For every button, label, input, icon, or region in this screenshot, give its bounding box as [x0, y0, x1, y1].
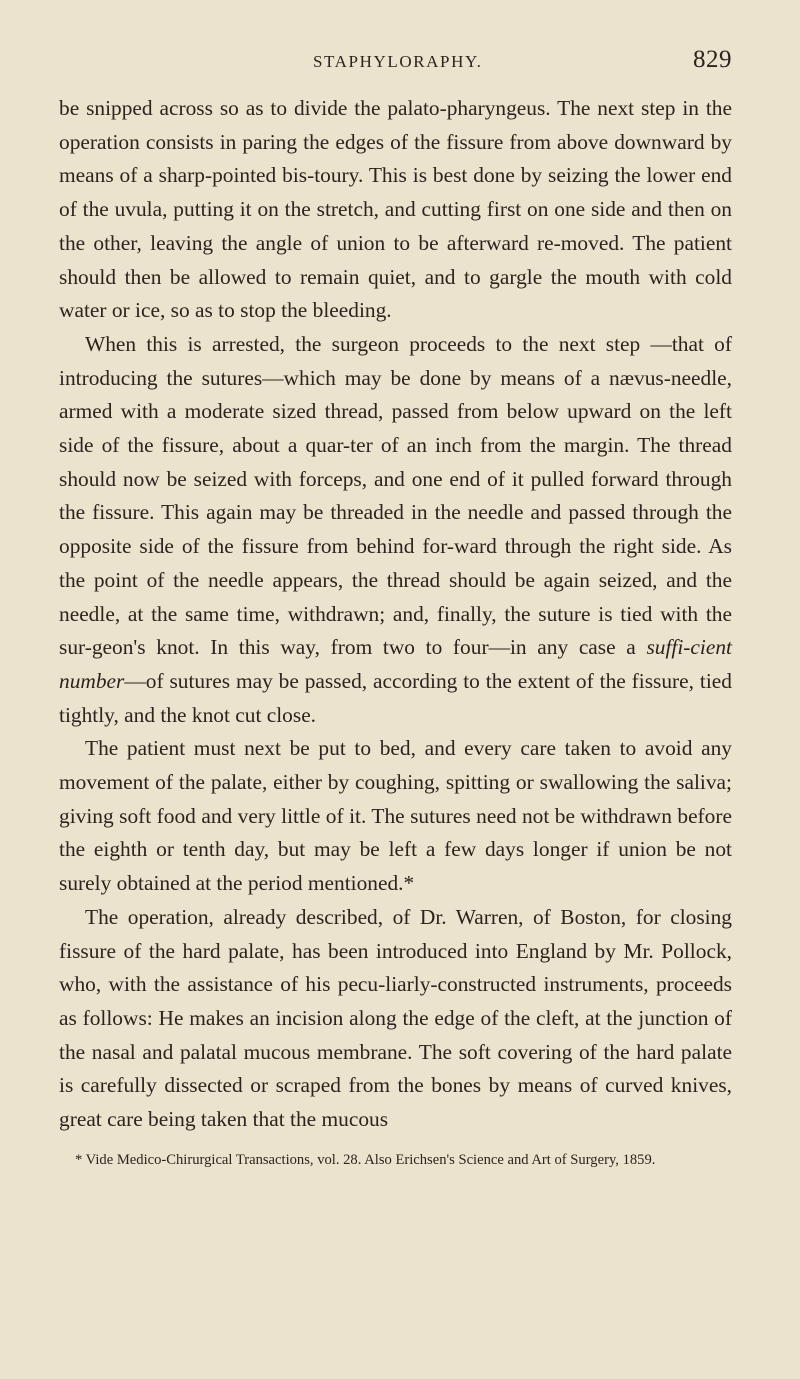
footnote: * Vide Medico-Chirurgical Transactions, vol. 28. Also Erichsen's Science and Art of Surgery, 1859. — [75, 1151, 656, 1168]
body-text — [59, 92, 732, 1137]
paragraph-1: be snipped across so as to divide the palato-pharyngeus. The next step in the operation consists in paring the edges of the fissure from above downward by means of a sharp-pointed bis-toury. This is best done by seizing the lower end of the uvula, putting it on the stretch, and cutting first on one side and then on the other, leaving the angle of union to be afterward re-moved. The patient should then be allowed to remain quiet, and to gargle the mouth with cold water or ice, so as to stop the bleeding. — [59, 96, 732, 323]
running-head: STAPHYLORAPHY. — [313, 52, 483, 71]
paragraph-2-emphasis: suffi-cient number — [59, 635, 732, 693]
page-number: 829 — [693, 46, 732, 73]
paragraph-2 — [59, 328, 732, 732]
paragraph-3: The patient must next be put to bed, and every care taken to avoid any movement of the palate, either by coughing, spitting or swallowing the saliva; giving soft food and very little of it. The sutures need not be withdrawn before the eighth or tenth day, but may be left a few days longer if union be not surely obtained at the period mentioned.* — [59, 736, 732, 896]
paragraph-2-text-before: When this is arrested, the surgeon proceeds to the next step —that of introducing the sutures—which may be done by means of a nævus-needle, armed with a moderate sized thread, passed from below upward on the left side of the fissure, about a quar-ter of an inch from the margin. The thread should now be seized with forceps, and one end of it pulled forward through the fissure. This again may be threaded in the needle and passed through the opposite side of the fissure from behind for-ward through the right side. As the point of the needle appears, the thread should be again seized, and the needle, at the same time, withdrawn; and, finally, the suture is tied with the sur-geon's knot. In this way, from two to four—in any case a — [59, 331, 732, 660]
paragraph-4: The operation, already described, of Dr. Warren, of Boston, for closing fissure of the hard palate, has been introduced into England by Mr. Pollock, who, with the assistance of his pecu-liarly-constructed instruments, proceeds as follows: He makes an incision along the edge of the cleft, at the junction of the nasal and palatal mucous membrane. The soft covering of the hard palate is carefully dissected or scraped from the bones by means of curved knives, great care being taken that the mucous — [59, 904, 732, 1132]
page-header — [59, 46, 732, 82]
paragraph-2-text-after: —of sutures may be passed, according to the extent of the fissure, tied tightly, and the knot cut close. — [59, 668, 732, 727]
